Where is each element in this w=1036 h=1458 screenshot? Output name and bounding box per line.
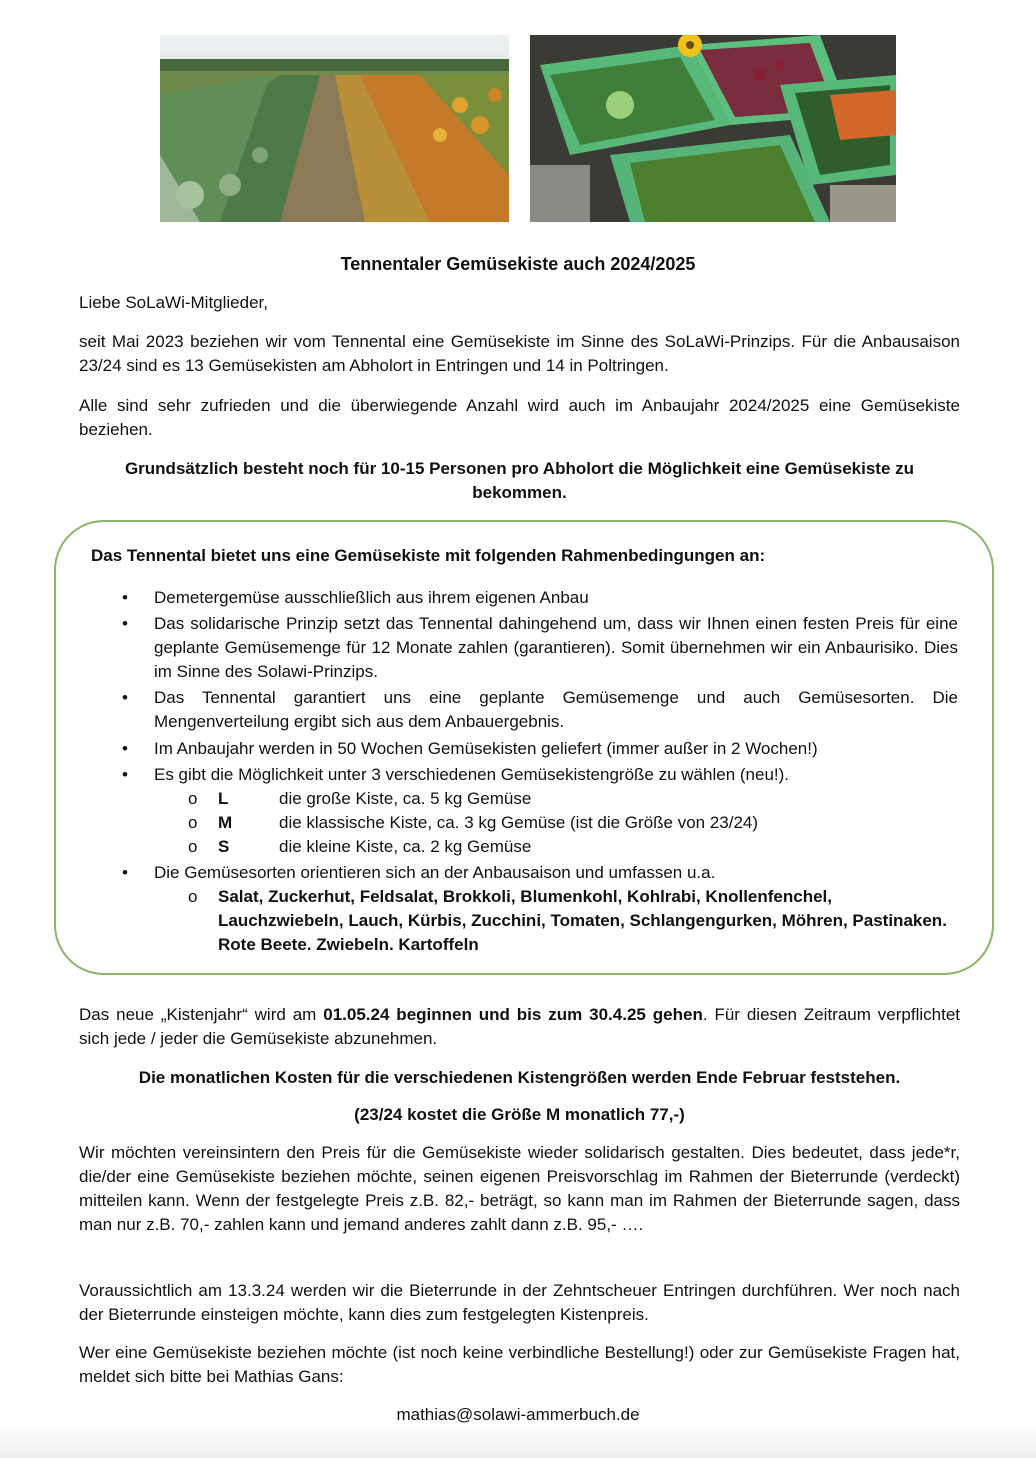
intro-paragraph: seit Mai 2023 beziehen wir vom Tennental eine Gemüsekiste im Sinne des SoLaWi-Prinzips. Für die Anbausaison 23/24 sind es 13 Gemüsekisten am Abholort in Entringen und 14 in Poltringen.	[79, 332, 960, 375]
condition-item: • Die Gemüsesorten orientieren sich an der Anbausaison und umfassen u.a.	[122, 863, 716, 882]
bidding-paragraph: Voraussichtlich am 13.3.24 werden wir die Bieterrunde in der Zehntscheuer Entringen durchführen. Wer noch nach der Bieterrunde einsteigen möchte, kann dies zum festgelegten Kistenpreis.	[79, 1281, 960, 1324]
vegetable-field-photo	[160, 35, 509, 222]
page-title: Tennentaler Gemüsekiste auch 2024/2025	[340, 254, 696, 274]
condition-item: • Demetergemüse ausschließlich aus ihrem eigenen Anbau	[122, 588, 589, 607]
contact-paragraph: Wer eine Gemüsekiste beziehen möchte (ist noch keine verbindliche Bestellung!) oder zur Gemüsekiste Fragen hat, meldet sich bitte bei Mathias Gans:	[79, 1343, 960, 1386]
box-year-paragraph: Das neue „Kistenjahr“ wird am 01.05.24 beginnen und bis zum 30.4.25 gehen. Für diesen Zeitraum verpflichtet sich jede / jeder die Gemüsekiste abzunehmen.	[79, 1005, 960, 1048]
contact-email: mathias@solawi-ammerbuch.de	[396, 1405, 640, 1424]
price-note: (23/24 kostet die Größe M monatlich 77,-)	[354, 1105, 685, 1124]
costs-note: Die monatlichen Kosten für die verschiedenen Kistengrößen werden Ende Februar feststehen.	[138, 1068, 901, 1087]
conditions-heading: Das Tennental bietet uns eine Gemüsekiste mit folgenden Rahmenbedingungen an:	[91, 546, 766, 565]
condition-item: • Das solidarische Prinzip setzt das Tennental dahingehend um, dass wir Ihnen einen festen Preis für eine geplante Gemüsemenge für 12 Monate zahlen (garantieren). Somit übernehmen wir ein Anbaurisiko. Dies im Sinne des Solawi-Prinzips.	[122, 614, 958, 681]
availability-note: Grundsätzlich besteht noch für 10-15 Personen pro Abholort die Möglichkeit eine Gemüsekiste zu bekommen.	[124, 459, 915, 502]
condition-item: • Im Anbaujahr werden in 50 Wochen Gemüsekisten geliefert (immer außer in 2 Wochen!)	[122, 739, 818, 758]
condition-item: • Das Tennental garantiert uns eine geplante Gemüsemenge und auch Gemüsesorten. Die Mengenverteilung ergibt sich aus dem Anbauergebnis.	[122, 688, 958, 731]
solidarity-paragraph: Wir möchten vereinsintern den Preis für die Gemüsekiste wieder solidarisch gestalten. Dies bedeutet, dass jede*r, die/der eine Gemüsekiste beziehen möchte, seinen eigenen Preisvorschlag im Rahmen der Bieterrunde (verdeckt) mitteilen kann. Wenn der festgelegte Preis z.B. 82,- beträgt, so kann man im Rahmen der Bieterrunde sagen, dass man nur z.B. 70,- zahlen kann und jemand anderes zahlt dann z.B. 95,- ….	[79, 1143, 960, 1234]
satisfaction-paragraph: Alle sind sehr zufrieden und die überwiegende Anzahl wird auch im Anbaujahr 2024/2025 eine Gemüsekiste beziehen.	[79, 396, 960, 439]
page-bottom-shade	[0, 1425, 1036, 1458]
vegetable-list: o Salat, Zuckerhut, Feldsalat, Brokkoli, Blumenkohl, Kohlrabi, Knollenfenchel, Lauchzwiebeln, Lauch, Kürbis, Zucchini, Tomaten, Schlangengurken, Möhren, Pastinaken. Rote Beete. Zwiebeln. Kartoffeln	[188, 887, 947, 954]
vegetable-crates-photo	[530, 35, 896, 222]
condition-item: • Es gibt die Möglichkeit unter 3 verschiedenen Gemüsekistengröße zu wählen (neu!).	[122, 765, 790, 784]
greeting: Liebe SoLaWi-Mitglieder,	[79, 293, 268, 312]
